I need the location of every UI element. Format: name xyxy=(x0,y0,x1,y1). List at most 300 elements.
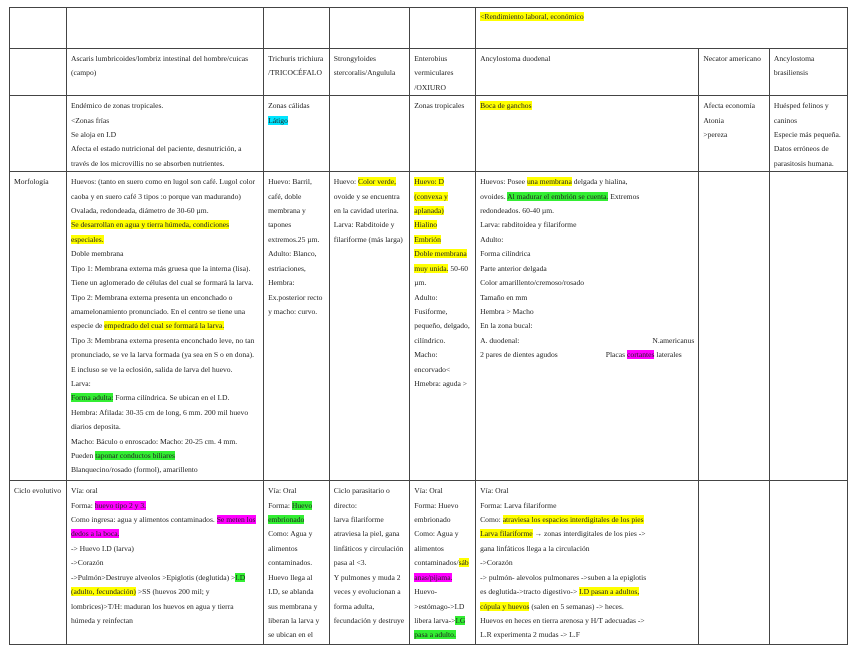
cell-text-line xyxy=(480,305,694,319)
cell-text-line xyxy=(71,233,259,247)
text-segment: -> Huevo I.D (larva) xyxy=(70,543,134,553)
species-name-line: Ascaris lumbricoides/lombriz intestinal del hombre/cuicas xyxy=(70,54,249,63)
text-segment: Se desarrollan en agua y tierra húmeda, condiciones xyxy=(70,220,230,230)
text-segment: I.D, se ablanda xyxy=(268,587,314,597)
text-segment: Datos erróneos de xyxy=(773,144,829,154)
text-segment: ->Corazón xyxy=(480,558,513,568)
species-name-line: Ancylostoma duodenal xyxy=(480,54,551,63)
text-segment: libera larva-> xyxy=(414,615,456,625)
empty-cell xyxy=(10,49,67,96)
cell-text-line xyxy=(414,218,471,232)
cell-text-line xyxy=(334,513,406,527)
text-segment: dedos a la boca. xyxy=(70,529,120,539)
cell-text-line xyxy=(268,527,325,541)
cell-text-line xyxy=(480,542,694,556)
species-name-line: Strongyloides xyxy=(333,54,376,63)
text-segment: Forma adulta: xyxy=(70,393,114,403)
top-row xyxy=(10,8,848,49)
cell-text-line xyxy=(414,377,471,391)
text-segment: y macho: curvo. xyxy=(268,306,318,316)
cell-text-line xyxy=(268,262,325,276)
text-segment: Se meten los xyxy=(216,515,256,525)
text-segment: membrana y xyxy=(268,206,306,216)
text-segment: Blanquecino/rosado (formol), amarillento xyxy=(70,465,198,475)
cell-text-line xyxy=(71,218,259,232)
text-segment: Forma: Larva filariforme xyxy=(480,500,557,510)
cell-text-line xyxy=(334,600,406,614)
cell-text-line xyxy=(334,484,406,498)
text-segment: Tamaño en mm xyxy=(480,292,528,302)
text-segment: tapones xyxy=(268,220,292,230)
cell-text-line xyxy=(774,142,843,156)
text-segment: Afecta el estado nutricional del paciente, desnutrición, a xyxy=(70,144,242,154)
text-segment: Doble membrana xyxy=(414,249,467,259)
cell-text-line xyxy=(71,571,259,585)
text-segment: Parte anterior delgada xyxy=(480,263,547,273)
text-segment: Vía: Oral xyxy=(268,486,297,496)
text-segment: Forma: Huevo xyxy=(414,500,459,510)
row-label: Ciclo evolutivo xyxy=(10,481,67,645)
morfologia-row xyxy=(10,172,848,481)
text-segment: Macho: xyxy=(414,350,438,360)
text-segment: encorvado< xyxy=(414,364,451,374)
text-segment: aplanada) xyxy=(414,206,444,216)
cell-text-line xyxy=(334,527,406,541)
empty-cell xyxy=(66,8,263,49)
text-segment: Larva filariforme xyxy=(480,529,533,539)
cell-text-line xyxy=(480,334,694,348)
text-segment: Tipo 2: xyxy=(70,292,93,302)
cell-text-line xyxy=(414,527,471,541)
text-segment: Zonas cálidas xyxy=(268,101,310,111)
text-segment: directo: xyxy=(333,500,357,510)
cell-text-line xyxy=(71,484,259,498)
cell-text-line xyxy=(71,348,259,362)
text-segment: gana linfáticos llega a la circulación xyxy=(480,543,590,553)
cell-text-line xyxy=(480,348,694,362)
cell-text-line xyxy=(774,128,843,142)
text-segment: pronunciado, se ve la larva formada (ya sea en S o en dona). xyxy=(70,350,254,360)
cell-text-line xyxy=(334,218,406,232)
text-segment: parasitosis humana. xyxy=(773,158,834,168)
text-segment: redondeados. 60-40 µm. xyxy=(480,206,555,216)
text-segment: (adulto, fecundación) xyxy=(70,587,136,597)
cell-text-line xyxy=(774,114,843,128)
cell-text-line xyxy=(71,175,259,189)
cell-text-line xyxy=(414,628,471,642)
species-name-line: Necator americano xyxy=(703,54,761,63)
text-segment: se ubican en el xyxy=(268,630,313,640)
text-segment: A. duodenal: xyxy=(480,335,520,345)
cell-text-line xyxy=(480,99,694,113)
cell-text-line xyxy=(268,233,325,247)
text-segment: sáb xyxy=(458,558,469,568)
cell-text-line xyxy=(414,499,471,513)
text-segment: larva filariforme xyxy=(333,515,384,525)
cell-text-line xyxy=(71,391,259,405)
text-segment: I.D pasan a adultos, xyxy=(579,587,640,597)
text-segment: 50-60 xyxy=(448,263,469,273)
text-segment: Color amarillento/cremoso/rosado xyxy=(480,278,585,288)
cell-text-line xyxy=(268,247,325,261)
text-segment: ovoide y se encuentra xyxy=(333,191,400,201)
general-row xyxy=(10,96,848,172)
cell-1-4 xyxy=(476,172,699,481)
cell-text-line xyxy=(334,614,406,628)
text-segment: Huevos: Posee xyxy=(480,177,527,187)
text-segment: Como: Agua y xyxy=(268,529,313,539)
text-segment: través de los microvillis no se absorben nutrientes. xyxy=(70,158,225,168)
cell-text-line xyxy=(480,513,694,527)
text-segment: diarios deposita. xyxy=(70,422,121,432)
cell-text-line xyxy=(480,319,694,333)
cell-text-line xyxy=(480,484,694,498)
text-segment: L.R experimenta 2 mudas -> L.F xyxy=(480,630,580,640)
text-segment: Tipo 3: xyxy=(70,335,93,345)
top-note-cell xyxy=(476,8,848,49)
cell-text-line xyxy=(414,484,471,498)
cell-text-line xyxy=(268,513,325,527)
empty-cell xyxy=(264,8,330,49)
text-segment: Macho: Báculo o enroscado: Macho: 20-25 cm. 4 mm. xyxy=(70,436,238,446)
cell-0-6 xyxy=(769,96,847,172)
cell-text-line xyxy=(414,556,471,570)
text-segment: atraviesa la piel, gana xyxy=(333,529,400,539)
text-segment: Afecta economía xyxy=(703,101,755,111)
text-segment: Larva: rabditoidea y filariforme xyxy=(480,220,577,230)
species-header-6 xyxy=(769,49,847,96)
cell-text-line xyxy=(71,262,259,276)
cell-2-6 xyxy=(769,481,847,645)
text-segment: Adulto: xyxy=(414,292,438,302)
text-segment: Vía: Oral xyxy=(480,486,509,496)
cell-1-5 xyxy=(699,172,770,481)
cell-text-line xyxy=(414,190,471,204)
cell-text-line xyxy=(268,628,325,642)
cell-text-line xyxy=(414,614,471,628)
text-segment: -> pulmón- alevolos pulmonares ->suben a la epiglotis xyxy=(480,572,647,582)
text-segment: <Zonas frías xyxy=(70,115,110,125)
text-segment: forma adulta, xyxy=(333,601,375,611)
cell-text-line xyxy=(414,262,471,276)
cell-text-line xyxy=(414,319,471,333)
text-segment: amamelonamiento pronunciado. En el centro se tiene una xyxy=(70,306,246,316)
species-name-line: /TRICOCÉFALO xyxy=(268,68,322,78)
text-segment: Endémico de zonas tropicales. xyxy=(70,101,164,111)
cell-text-line xyxy=(334,190,406,204)
cell-text-line xyxy=(268,614,325,628)
species-name-line: Trichuris trichiura xyxy=(268,54,324,63)
species-header-4 xyxy=(476,49,699,96)
cell-text-line xyxy=(71,463,259,477)
cell-text-line xyxy=(480,262,694,276)
text-segment: ->Corazón xyxy=(70,558,104,568)
text-segment: (convexa y xyxy=(414,191,448,201)
cell-text-line xyxy=(480,499,694,513)
text-segment: Tipo 1: xyxy=(70,263,93,273)
cell-text-line xyxy=(480,600,694,614)
text-segment: Pueden xyxy=(70,450,96,460)
text-segment: Como: xyxy=(480,515,503,525)
text-segment: contaminados/ xyxy=(414,558,459,568)
text-segment: 2 pares de dientes agudos xyxy=(480,350,558,360)
text-segment: pequeño, delgado, xyxy=(414,321,470,331)
text-segment: Látigo xyxy=(268,115,288,125)
cell-text-line xyxy=(480,204,694,218)
text-segment: Hembra: Afilada: 30-35 cm de long, 6 mm. 200 mil huevo xyxy=(70,407,249,417)
species-name-line: vermiculares xyxy=(414,68,454,78)
cell-text-line xyxy=(480,614,694,628)
text-segment: Huevos: (tanto en suero como en lugol son café. Lugol color xyxy=(70,177,256,187)
text-segment: filariforme (más larga) xyxy=(333,234,403,244)
text-segment: huevo tipo 2 y 3. xyxy=(94,500,147,510)
text-segment: >estómago->I.D xyxy=(414,601,465,611)
ciclo-evolutivo-row xyxy=(10,481,848,645)
cell-text-line xyxy=(71,556,259,570)
text-segment: Forma: xyxy=(70,500,95,510)
cell-text-line xyxy=(480,233,694,247)
cell-0-1 xyxy=(264,96,330,172)
cell-text-line xyxy=(71,114,259,128)
text-segment: >pereza xyxy=(703,130,728,140)
text-segment: contaminados. xyxy=(268,558,313,568)
text-segment: Huevo: Barril, xyxy=(268,177,312,187)
species-header-0 xyxy=(66,49,263,96)
cell-text-line xyxy=(703,99,765,113)
text-segment: En la zona bucal: xyxy=(480,321,533,331)
cell-text-line xyxy=(268,484,325,498)
text-segment: estriaciones, xyxy=(268,263,306,273)
cell-text-line xyxy=(71,420,259,434)
text-segment: I.G xyxy=(455,615,466,625)
cell-text-line xyxy=(71,600,259,614)
cell-text-line xyxy=(414,585,471,599)
text-segment: fecundación y destruye xyxy=(333,615,405,625)
text-segment: Adulto: xyxy=(480,234,504,244)
cell-text-line xyxy=(268,305,325,319)
text-segment: caninos xyxy=(773,115,798,125)
text-segment: Como: Agua y xyxy=(414,529,459,539)
text-segment: Adulto: Blanco, xyxy=(268,249,317,259)
text-segment: Vía: oral xyxy=(70,486,98,496)
text-segment: es deglutida->tracto digestivo-> xyxy=(480,587,580,597)
cell-0-0 xyxy=(66,96,263,172)
cell-2-1 xyxy=(264,481,330,645)
empty-cell xyxy=(329,8,410,49)
text-segment: Fusiforme, xyxy=(414,306,448,316)
species-header-row xyxy=(10,49,848,96)
text-segment: Huevo: D xyxy=(414,177,445,187)
cell-1-0 xyxy=(66,172,263,481)
cell-text-line xyxy=(480,190,694,204)
text-segment: Ex.posterior recto xyxy=(268,292,323,302)
text-segment: empedrado del cual se formará la larva. xyxy=(104,321,225,331)
text-segment: caoba y en suero café 3 tipos :o porque van madurando) xyxy=(70,191,241,201)
cell-text-line xyxy=(414,305,471,319)
text-segment: Y pulmones y muda 2 xyxy=(333,572,401,582)
species-name-line: stercoralis/Angulula xyxy=(333,68,396,78)
text-segment: Forma cilíndrica. Se ubican en el I.D. xyxy=(113,393,230,403)
cell-text-line xyxy=(480,628,694,642)
cell-1-2 xyxy=(329,172,410,481)
cell-text-line xyxy=(414,334,471,348)
cell-text-line xyxy=(71,406,259,420)
text-segment: Larva: Rabditoide y xyxy=(333,220,395,230)
cell-text-line xyxy=(414,276,471,290)
cell-text-line xyxy=(414,175,471,189)
row-label xyxy=(10,96,67,172)
text-segment: cópula y huevos xyxy=(480,601,530,611)
cell-0-4 xyxy=(476,96,699,172)
cell-text-line xyxy=(414,542,471,556)
text-segment: café, doble xyxy=(268,191,302,201)
text-segment: Vía: Oral xyxy=(414,486,443,496)
text-segment: alimentos xyxy=(268,543,298,553)
text-segment: I.D xyxy=(235,572,246,582)
text-segment: Atonia xyxy=(703,115,724,125)
cell-2-4 xyxy=(476,481,699,645)
text-segment: Membrana externa presenta un enconchado o xyxy=(92,292,233,302)
species-name-line: Ancylostoma xyxy=(773,54,815,63)
text-segment: una membrana xyxy=(526,177,572,187)
text-segment: embrionado xyxy=(268,515,305,525)
empty-cell xyxy=(10,8,67,49)
text-segment: Huevos en heces en tierra arenosa y H/T adecuadas -> xyxy=(480,615,645,625)
cell-text-line xyxy=(334,556,406,570)
cell-2-2 xyxy=(329,481,410,645)
text-segment: Doble membrana xyxy=(70,249,124,259)
cell-text-line xyxy=(334,204,406,218)
cell-text-line xyxy=(71,204,259,218)
cell-text-line xyxy=(414,204,471,218)
cell-0-2 xyxy=(329,96,410,172)
cell-text-line xyxy=(414,348,471,362)
species-name-line: brasiliensis xyxy=(773,68,809,78)
cell-text-line xyxy=(334,571,406,585)
text-segment: lombrices)>T/H: maduran los huevos en agua y tierra xyxy=(70,601,234,611)
text-segment: cortantes xyxy=(627,350,655,360)
text-segment: ovoides. xyxy=(480,191,508,201)
text-segment: Huevo xyxy=(291,500,313,510)
cell-text-line xyxy=(480,291,694,305)
parasite-comparison-table xyxy=(9,7,848,645)
text-segment: N.americanus xyxy=(652,335,695,345)
cell-text-line xyxy=(268,499,325,513)
text-segment: Huevo llega al xyxy=(268,572,313,582)
cell-0-3 xyxy=(410,96,476,172)
cell-text-line xyxy=(480,175,694,189)
cell-text-line xyxy=(71,435,259,449)
cell-2-3 xyxy=(410,481,476,645)
cell-text-line xyxy=(268,175,325,189)
text-segment: Membrana externa más gruesa que la interna (lisa). xyxy=(92,263,251,273)
text-segment: Placas xyxy=(605,350,628,360)
species-name-line: Enterobius xyxy=(414,54,448,63)
empty-cell xyxy=(410,8,476,49)
text-segment: Embrión xyxy=(414,234,441,244)
cell-text-line xyxy=(480,556,694,570)
cell-text-line xyxy=(71,449,259,463)
text-segment: (salen en 5 semanas) -> heces. xyxy=(529,601,624,611)
text-segment: pasa a adulto. xyxy=(414,630,456,640)
text-segment: especie de xyxy=(70,321,105,331)
cell-0-5 xyxy=(699,96,770,172)
text-segment: Membrana externa presenta enconchado leve, no tan xyxy=(92,335,255,345)
cell-text-line xyxy=(71,377,259,391)
cell-text-line xyxy=(268,190,325,204)
cell-text-line xyxy=(71,247,259,261)
text-segment: especiales. xyxy=(70,234,104,244)
cell-text-line xyxy=(703,114,765,128)
cell-text-line xyxy=(414,99,471,113)
cell-text-line xyxy=(268,542,325,556)
cell-text-line xyxy=(268,291,325,305)
text-segment: veces y evolucionan a xyxy=(333,587,401,597)
text-segment: ->Pulmón>Destruye alveolos >Epiglotis (deglutida) > xyxy=(70,572,236,582)
text-segment: Hembra: xyxy=(268,278,295,288)
text-segment: Forma: xyxy=(268,500,292,510)
text-segment: Hialino xyxy=(414,220,438,230)
cell-text-line xyxy=(334,175,406,189)
text-segment: Al madurar el embrión se cuenta. xyxy=(507,191,609,201)
cell-text-line xyxy=(414,247,471,261)
row-label: Morfología xyxy=(10,172,67,481)
species-header-5 xyxy=(699,49,770,96)
text-segment: Zonas tropicales xyxy=(414,101,465,111)
cell-1-1 xyxy=(264,172,330,481)
text-segment: Larva: xyxy=(70,378,91,388)
cell-2-5 xyxy=(699,481,770,645)
cell-text-line xyxy=(71,142,259,156)
cell-text-line xyxy=(480,585,694,599)
text-segment: Como ingresa: agua y alimentos contaminados. xyxy=(70,515,217,525)
text-segment: embrionado xyxy=(414,515,451,525)
cell-text-line xyxy=(334,499,406,513)
text-segment: extremos.25 µm. xyxy=(268,234,320,244)
cell-text-line xyxy=(414,513,471,527)
cell-text-line xyxy=(703,128,765,142)
cell-text-line xyxy=(71,614,259,628)
cell-text-line xyxy=(480,247,694,261)
cell-text-line xyxy=(71,334,259,348)
cell-text-line xyxy=(414,291,471,305)
text-segment: delgada y hialina, xyxy=(571,177,628,187)
text-segment: Huevo- xyxy=(414,587,438,597)
text-segment: muy unida. xyxy=(414,263,449,273)
cell-text-line xyxy=(71,157,259,171)
species-name-line: (campo) xyxy=(70,68,97,78)
text-segment: Hembra > Macho xyxy=(480,306,534,316)
cell-text-line xyxy=(480,527,694,541)
cell-text-line xyxy=(71,291,259,305)
cell-1-3 xyxy=(410,172,476,481)
cell-text-line xyxy=(414,600,471,614)
cell-text-line xyxy=(71,319,259,333)
cell-text-line xyxy=(268,99,325,113)
cell-text-line xyxy=(480,218,694,232)
cell-text-line xyxy=(71,363,259,377)
cell-text-line xyxy=(268,556,325,570)
cell-text-line xyxy=(480,571,694,585)
cell-text-line xyxy=(71,499,259,513)
species-header-1 xyxy=(264,49,330,96)
cell-text-line xyxy=(268,218,325,232)
cell-text-line xyxy=(414,233,471,247)
text-segment: alimentos xyxy=(414,543,444,553)
cell-text-line xyxy=(334,542,406,556)
text-segment: Hmebra: aguda > xyxy=(414,378,468,388)
cell-text-line xyxy=(71,513,259,527)
